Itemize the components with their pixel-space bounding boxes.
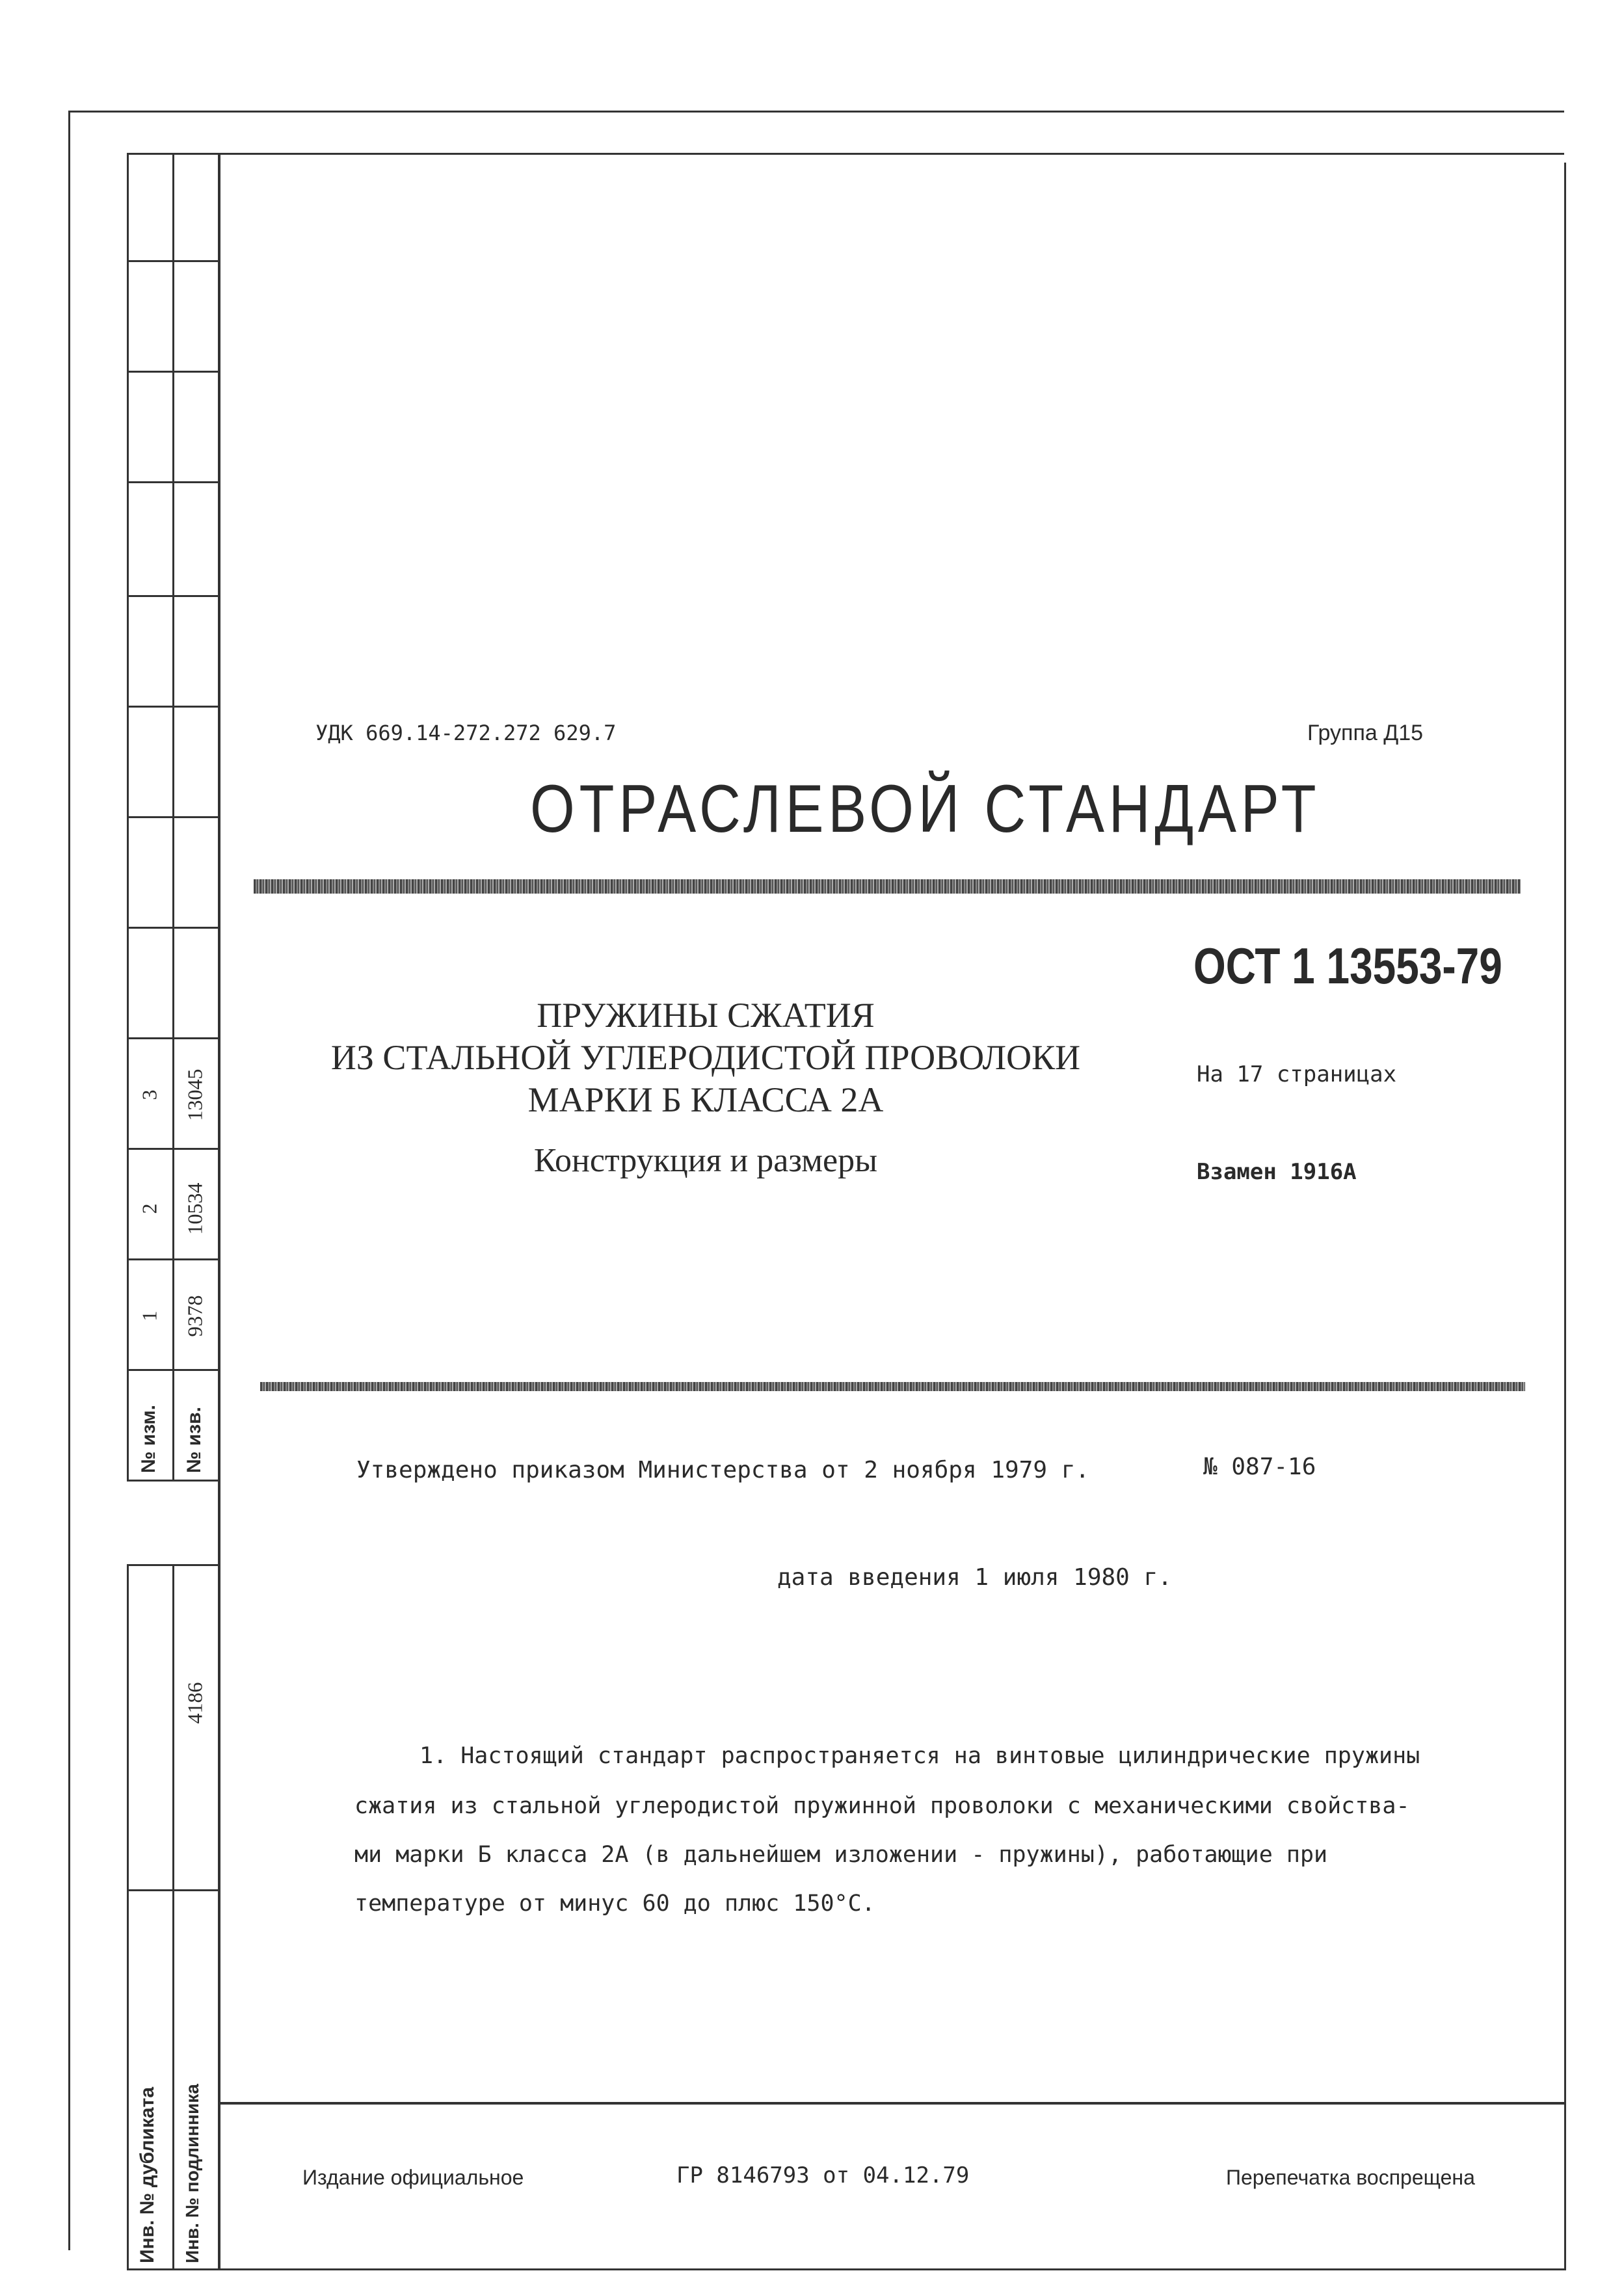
approval-text: Утверждено приказом Министерства от 2 ноября 1979 г. — [356, 1457, 1090, 1483]
footer-reprint-prohibited: Перепечатка воспрещена — [1226, 2166, 1475, 2189]
replaces-standard: Взамен 1916А — [1197, 1159, 1357, 1185]
subtitle: Конструкция и размеры — [533, 1142, 878, 1179]
order-number: № 087-16 — [1203, 1454, 1316, 1480]
inv-col-line-1 — [127, 1564, 129, 2270]
side-row-line — [127, 706, 220, 708]
header-rule — [254, 879, 1521, 894]
change-number-2: 2 — [137, 1203, 161, 1214]
side-row-line — [127, 1369, 220, 1371]
inner-frame-top — [127, 153, 1564, 155]
side-row-line — [127, 1258, 220, 1260]
inv-row-line — [127, 1889, 220, 1891]
header-title: ОТРАСЛЕВОЙ СТАНДАРТ — [530, 771, 1321, 847]
side-row-line — [127, 260, 220, 262]
side-row-line — [127, 816, 220, 818]
title-line-2: ИЗ СТАЛЬНОЙ УГЛЕРОДИСТОЙ ПРОВОЛОКИ — [330, 1038, 1081, 1077]
side-row-line — [127, 481, 220, 483]
middle-rule — [260, 1382, 1525, 1391]
inner-frame-left — [218, 153, 220, 2270]
frame-top — [68, 111, 1564, 113]
inv-original-value: 4186 — [183, 1682, 207, 1724]
inner-frame-right — [1564, 163, 1566, 2270]
side-row-line — [127, 1037, 220, 1039]
footer-registration: ГР 8146793 от 04.12.79 — [676, 2162, 970, 2188]
introduction-date: дата введения 1 июля 1980 г. — [777, 1564, 1172, 1591]
footer-rule — [220, 2102, 1566, 2105]
paragraph-line-1: 1. Настоящий стандарт распространяется на винтовые цилиндрические пружины — [419, 1743, 1420, 1769]
notice-number-label: № изв. — [183, 1407, 205, 1473]
frame-left — [68, 111, 70, 2250]
title-line-3: МАРКИ Б КЛАССА 2А — [527, 1080, 884, 1119]
group-code: Группа Д15 — [1307, 721, 1424, 745]
notice-number-2: 10534 — [183, 1182, 207, 1235]
change-number-3: 3 — [137, 1089, 161, 1100]
inv-original-label: Инв. № подлинника — [182, 2084, 202, 2263]
side-row-line — [127, 1148, 220, 1150]
paragraph-line-4: температуре от минус 60 до плюс 150°С. — [354, 1891, 875, 1917]
change-number-label: № изм. — [138, 1405, 159, 1473]
inv-duplicate-label: Инв. № дубликата — [137, 2086, 158, 2263]
notice-number-1: 9378 — [183, 1295, 207, 1337]
inv-col-line-2 — [172, 1564, 174, 2270]
side-row-line — [127, 371, 220, 373]
page-count: На 17 страницах — [1197, 1061, 1397, 1087]
side-row-line — [127, 595, 220, 597]
footer-official-edition: Издание официальное — [302, 2166, 524, 2189]
inner-frame-bottom — [127, 2268, 1566, 2270]
notice-number-3: 13045 — [183, 1069, 207, 1121]
side-row-line — [127, 927, 220, 929]
paragraph-line-2: сжатия из стальной углеродистой пружинной проволоки с механическими свойства- — [354, 1793, 1410, 1819]
standard-number: ОСТ 1 13553-79 — [1193, 937, 1502, 994]
change-number-1: 1 — [137, 1310, 161, 1322]
title-line-1: ПРУЖИНЫ СЖАТИЯ — [537, 996, 875, 1035]
udk-code: УДК 669.14-272.272 629.7 — [315, 721, 617, 745]
side-row-line — [127, 1480, 220, 1482]
paragraph-line-3: ми марки Б класса 2А (в дальнейшем изложении - пружины), работающие при — [354, 1842, 1328, 1868]
